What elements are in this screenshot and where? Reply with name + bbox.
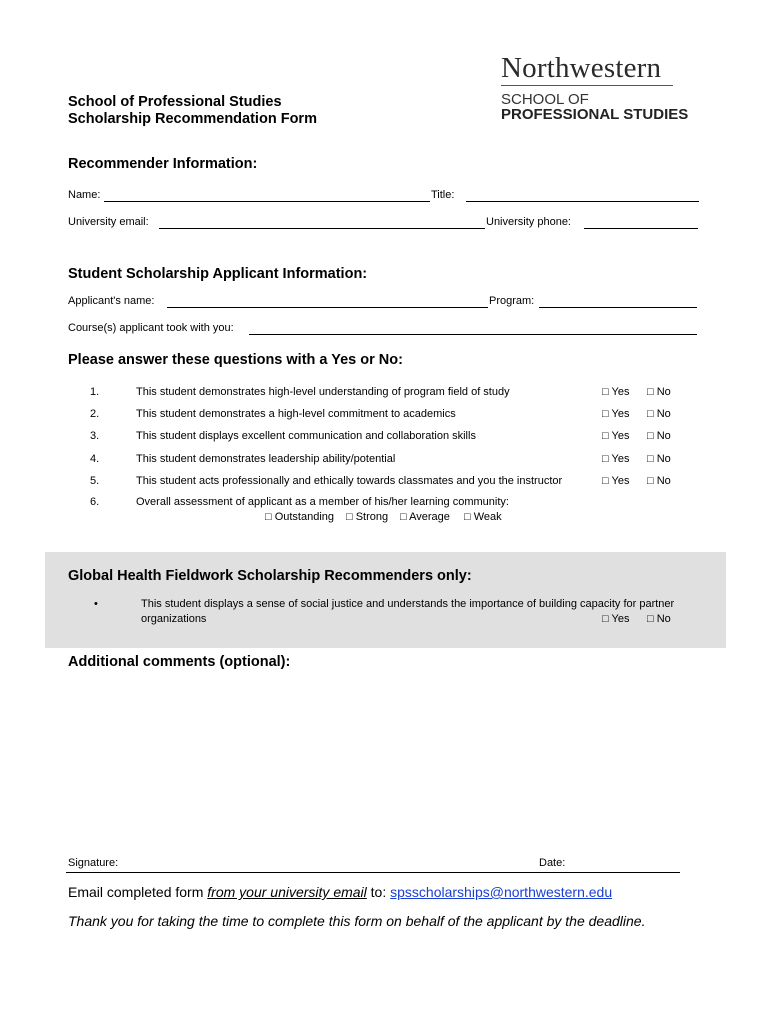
email-prefix: Email completed form [68, 884, 208, 900]
recommender-heading: Recommender Information: [68, 156, 258, 172]
assessment-average-checkbox[interactable]: □ Average [400, 511, 450, 523]
program-field[interactable] [539, 307, 697, 308]
question-2-number: 2. [90, 408, 100, 420]
logo-school-of: SCHOOL OF [501, 91, 589, 108]
email-link[interactable]: spsscholarships@northwestern.edu [390, 884, 613, 900]
question-5-text: This student acts professionally and ethically towards classmates and you the instructor [136, 475, 563, 487]
global-health-no-checkbox[interactable]: □ No [647, 613, 671, 625]
applicant-heading: Student Scholarship Applicant Information: [68, 266, 368, 282]
logo-professional-studies: PROFESSIONAL STUDIES [501, 106, 689, 123]
signature-line[interactable] [66, 872, 680, 873]
email-emphasis: from your university email [207, 884, 367, 900]
email-to: to: [366, 884, 391, 900]
question-4-text: This student demonstrates leadership ability/potential [136, 453, 396, 465]
question-4-yes-checkbox[interactable]: □ Yes [602, 453, 630, 465]
courses-field[interactable] [249, 334, 697, 335]
recommender-email-field[interactable] [159, 228, 485, 229]
assessment-outstanding-checkbox[interactable]: □ Outstanding [265, 511, 335, 523]
question-5-number: 5. [90, 475, 100, 487]
question-4-number: 4. [90, 453, 100, 465]
question-2-no-checkbox[interactable]: □ No [647, 408, 671, 420]
recommender-phone-field[interactable] [584, 228, 698, 229]
logo-divider [501, 85, 673, 86]
form-title-line1: School of Professional Studies [68, 94, 282, 110]
global-health-yes-checkbox[interactable]: □ Yes [602, 613, 630, 625]
comments-heading: Additional comments (optional): [68, 654, 291, 670]
comments-area[interactable] [66, 676, 680, 846]
question-6-number: 6. [90, 496, 100, 508]
questions-heading: Please answer these questions with a Yes or No: [68, 352, 403, 368]
recommender-phone-label: University phone: [486, 216, 571, 228]
assessment-weak-checkbox[interactable]: □ Weak [464, 511, 502, 523]
question-5-yes-checkbox[interactable]: □ Yes [602, 475, 630, 487]
global-health-heading: Global Health Fieldwork Scholarship Recommenders only: [68, 568, 472, 584]
thank-you-note: Thank you for taking the time to complete this form on behalf of the applicant by the deadline. [68, 913, 646, 929]
form-title-line2: Scholarship Recommendation Form [68, 111, 317, 127]
date-label: Date: [539, 857, 566, 869]
question-2-yes-checkbox[interactable]: □ Yes [602, 408, 630, 420]
applicant-name-label: Applicant's name: [68, 295, 155, 307]
applicant-name-field[interactable] [167, 307, 488, 308]
question-3-number: 3. [90, 430, 100, 442]
signature-label: Signature: [68, 857, 119, 869]
logo-wordmark: Northwestern [501, 52, 662, 84]
email-instructions [68, 884, 612, 900]
question-1-no-checkbox[interactable]: □ No [647, 386, 671, 398]
question-1-number: 1. [90, 386, 100, 398]
global-health-statement-line1: This student displays a sense of social justice and understands the importance of building capacity for partner [141, 598, 675, 610]
global-health-statement-line2: organizations [141, 613, 207, 625]
assessment-strong-checkbox[interactable]: □ Strong [346, 511, 389, 523]
recommender-name-label: Name: [68, 189, 101, 201]
question-3-yes-checkbox[interactable]: □ Yes [602, 430, 630, 442]
courses-label: Course(s) applicant took with you: [68, 322, 234, 334]
recommender-title-label: Title: [431, 189, 455, 201]
program-label: Program: [489, 295, 535, 307]
question-3-no-checkbox[interactable]: □ No [647, 430, 671, 442]
recommender-email-label: University email: [68, 216, 149, 228]
question-1-text: This student demonstrates high-level understanding of program field of study [136, 386, 510, 398]
question-4-no-checkbox[interactable]: □ No [647, 453, 671, 465]
bullet-icon: • [94, 598, 98, 610]
question-6-text: Overall assessment of applicant as a member of his/her learning community: [136, 496, 509, 508]
question-5-no-checkbox[interactable]: □ No [647, 475, 671, 487]
recommender-name-field[interactable] [104, 201, 430, 202]
question-1-yes-checkbox[interactable]: □ Yes [602, 386, 630, 398]
question-2-text: This student demonstrates a high-level commitment to academics [136, 408, 456, 420]
recommender-title-field[interactable] [466, 201, 699, 202]
question-3-text: This student displays excellent communication and collaboration skills [136, 430, 476, 442]
